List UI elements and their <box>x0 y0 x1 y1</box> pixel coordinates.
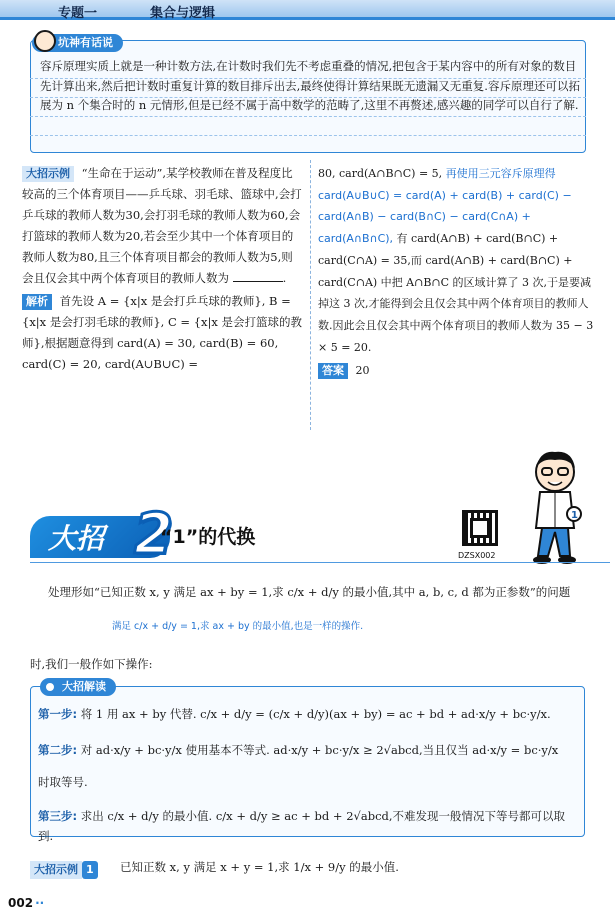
example-1-tag <box>30 858 98 876</box>
section-number: 2 <box>134 502 173 567</box>
section-rule <box>30 562 610 563</box>
qr-code-id: DZSX002 <box>458 551 496 560</box>
step-1-text: 将 1 用 ax + by 代替. c/x + d/y = (c/x + d/y)(ax + by) = ac + bd + ad·x/y + bc·y/x. <box>80 707 551 721</box>
note-ruling <box>30 135 586 136</box>
step-2-label: 第二步: <box>38 743 78 757</box>
section-word: 大招 <box>48 522 105 555</box>
column-divider <box>310 160 311 430</box>
analysis-handwritten: 再使用三元容斥原理得 card(A∪B∪C) = card(A) + card(B) + card(C) − card(A∩B) − card(B∩C) − card(C∩A) + card(A∩B∩C), <box>318 167 572 246</box>
bullet-icon <box>44 681 56 693</box>
step-2 <box>38 740 578 760</box>
step-2-text: 对 ad·x/y + bc·y/x 使用基本不等式. ad·x/y + bc·y/x ≥ 2√abcd,当且仅当 ad·x/y = bc·y/x <box>80 743 559 757</box>
note-tag <box>32 34 123 52</box>
analysis-right-text-1: 80, card(A∩B∩C) = 5, <box>318 167 443 180</box>
answer-blank <box>233 270 283 282</box>
analysis-tag: 解析 <box>22 294 52 310</box>
topic-label: 集合与逻辑 <box>150 6 216 21</box>
qr-code-center <box>470 518 490 538</box>
avatar-icon <box>34 30 56 52</box>
answer-value: 20 <box>355 364 370 378</box>
step-3-text: 求出 c/x + d/y 的最小值. c/x + d/y ≥ ac + bd + 2√abcd,不难发现一般情况下等号都可以取到. <box>38 809 566 843</box>
note-tag-label: 坑神有话说 <box>58 36 113 49</box>
intro-text-2: 时,我们一般作如下操作: <box>30 657 153 671</box>
step-1-label: 第一步: <box>38 707 78 721</box>
section-title: “1”的代换 <box>160 526 256 548</box>
example-1-text: 已知正数 x, y 满足 x + y = 1,求 1/x + 9/y 的最小值. <box>120 860 399 874</box>
chapter-label: 专题一 <box>58 6 98 21</box>
example-left-column: 大招示例 “生命在于运动”,某学校教师在普及程度比较高的三个体育项目——乒乓球、羽毛球、篮球中,会打乒乓球的教师人数为30,会打羽毛球的教师人数为60,会打篮球的教师人数为20,若会至少其中一个体育项目的教师人数为80,且三个体育项目都会的教师人数为5,则会且仅会其中两个体育项目的教师人数为 . 解析 首先设 A = {x|x 是会打乒乓球的教师}, B = {x|x 是会打羽毛球的教师}, C = {x|x 是会打篮球的教师},根据题意得到 card(A) = 30, card(B) = 60, card(C) = 20, card(A∪B∪C) = <box>22 163 304 375</box>
example-question: “生命在于运动”,某学校教师在普及程度比较高的三个体育项目——乒乓球、羽毛球、篮球中,会打乒乓球的教师人数为30,会打羽毛球的教师人数为60,会打篮球的教师人数为20,若会至少其中一个体育项目的教师人数为80,且三个体育项目都会的教师人数为5,则会且仅会其中两个体育项目的教师人数为 <box>22 166 302 285</box>
intro-handnote: 满足 c/x + d/y = 1,求 ax + by 的最小值,也是一样的操作. <box>112 621 364 632</box>
analysis-block <box>22 291 304 375</box>
explain-tag-label: 大招解读 <box>62 680 106 693</box>
page-header <box>0 0 615 30</box>
note-text: 容斥原理实质上就是一种计数方法,在计数时我们先不考虑重叠的情况,把包含于某内容中的所有对象的数目先计算出来,然后把计数时重复计算的数目排斥出去,最终使得计算结果既无遗漏又无重复.容斥原理还可以拓展为 n 个集合时的 n 元情形,但是已经不属于高中数学的范畴了,这里不再赘述,感兴趣的同学可以自行了解. <box>40 59 580 112</box>
step-2-tail: 时取等号. <box>38 775 88 789</box>
example-right-column <box>318 163 598 382</box>
explain-tag <box>40 678 116 696</box>
note-ruling <box>30 116 586 117</box>
analysis-right-text-2: 有 card(A∩B) + card(B∩C) + card(C∩A) = 35,而 card(A∩B) + card(B∩C) + card(C∩A) 中把 A∩B∩C 的区域计算了 3 次,于是要减掉这 3 次,才能得到会且仅会其中两个体育项目的教师人数.因此会且仅会其中两个体育项目的教师人数为 35 − 3 × 5 = 20. <box>318 232 594 354</box>
answer-block <box>318 360 598 382</box>
cartoon-teacher-illustration <box>520 448 590 566</box>
step-3-label: 第三步: <box>38 809 78 823</box>
page-number: 002 ·· <box>8 896 44 910</box>
svg-text:1: 1 <box>571 510 578 521</box>
analysis-left-text: 首先设 A = {x|x 是会打乒乓球的教师}, B = {x|x 是会打羽毛球的教师}, C = {x|x 是会打篮球的教师},根据题意得到 card(A) = 30, card(B) = 60, card(C) = 20, card(A∪B∪C) = <box>22 294 303 371</box>
answer-tag: 答案 <box>318 363 348 379</box>
step-1 <box>38 704 578 724</box>
intro-text: 处理形如“已知正数 x, y 满足 ax + by = 1,求 c/x + d/y 的最小值,其中 a, b, c, d 都为正参数”的问题 <box>48 585 571 599</box>
example-1-tag-label: 大招示例 <box>30 861 82 879</box>
example-tag: 大招示例 <box>22 166 74 182</box>
example-1-number: 1 <box>82 861 98 879</box>
step-3 <box>38 806 578 846</box>
